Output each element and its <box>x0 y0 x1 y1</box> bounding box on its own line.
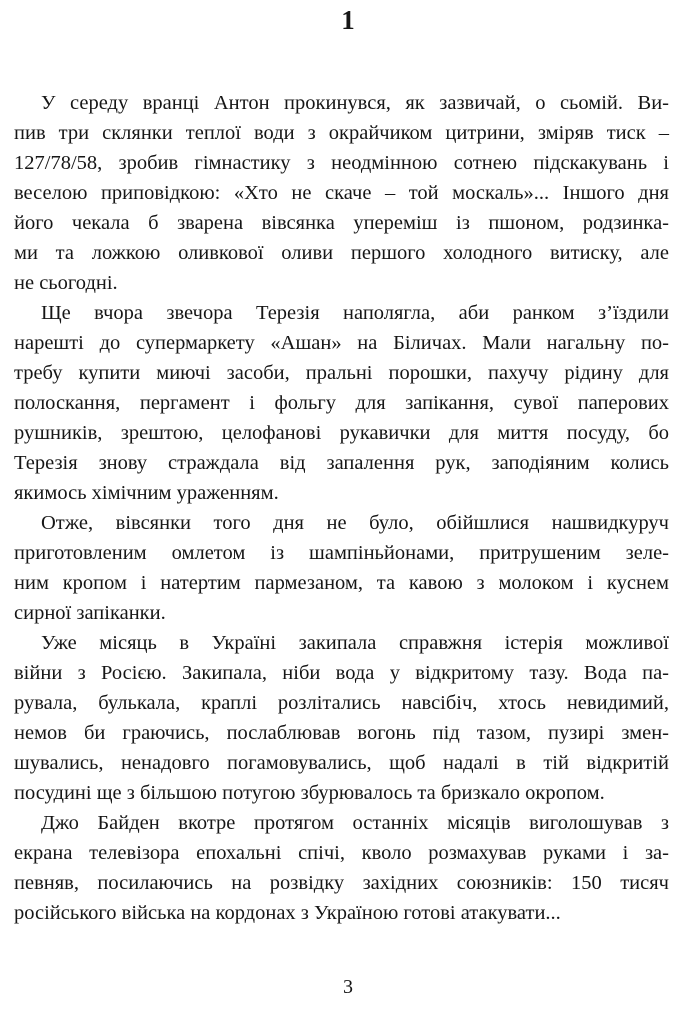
text-line: приготовленим омлетом із шампіньйонами, притрушеним зеле- <box>14 542 669 564</box>
text-line: 127/78/58, зробив гімнастику з неодмінною сотнею підскакувань і <box>14 152 669 174</box>
text-line: Терезія знову страждала від запалення рук, заподіяним колись <box>14 452 669 474</box>
text-line: рушників, зрештою, целофанові рукавички для миття посуду, бо <box>14 422 669 444</box>
text-line: не сьогодні. <box>14 272 118 294</box>
text-line: нарешті до супермаркету «Ашан» на Біличах. Мали нагальну по- <box>14 332 669 354</box>
text-line: певняв, посилаючись на розвідку західних союзників: 150 тисяч <box>14 872 669 894</box>
text-line: рувала, булькала, краплі розлітались навсібіч, хтось невидимий, <box>14 692 669 714</box>
paragraph <box>14 628 669 808</box>
text-line: Джо Байден вкотре протягом останніх місяців виголошував з <box>41 812 669 834</box>
text-line: російського війська на кордонах з Україною готові атакувати... <box>14 902 561 924</box>
paragraph <box>14 808 669 928</box>
text-line: ми та ложкою оливкової оливи першого холодного витиску, але <box>14 242 669 264</box>
text-line: У середу вранці Антон прокинувся, як зазвичай, о сьомій. Ви- <box>41 92 669 114</box>
text-line: ним кропом і натертим пармезаном, та кавою з молоком і куснем <box>14 572 669 594</box>
text-line: немов би граючись, послаблював вогонь під тазом, пузирі змен- <box>14 722 669 744</box>
text-line: війни з Росією. Закипала, ніби вода у відкритому тазу. Вода па- <box>14 662 669 684</box>
paragraph <box>14 508 669 628</box>
text-line: сирної запіканки. <box>14 602 166 624</box>
text-line: веселою приповідкою: «Хто не скаче – той москаль»... Іншого дня <box>14 182 669 204</box>
text-line: його чекала б зварена вівсянка упереміш із пшоном, родзинка- <box>14 212 669 234</box>
chapter-heading: 1 <box>341 5 355 35</box>
paragraph <box>14 88 669 298</box>
text-line: пив три склянки теплої води з окрайчиком цитрини, зміряв тиск – <box>14 122 669 144</box>
paragraph <box>14 298 669 508</box>
text-line: якимось хімічним ураженням. <box>14 482 279 504</box>
text-line: требу купити миючі засоби, пральні порошки, пахучу рідину для <box>14 362 669 384</box>
page-number: 3 <box>343 976 353 998</box>
text-line: екрана телевізора епохальні спічі, кволо розмахував руками і за- <box>14 842 669 864</box>
text-line: шувались, ненадовго погамовувались, щоб надалі в тій відкритій <box>14 752 669 774</box>
text-line: Отже, вівсянки того дня не було, обійшлися нашвидкуруч <box>41 512 669 534</box>
body-text <box>14 88 669 928</box>
text-line: Уже місяць в Україні закипала справжня істерія можливої <box>41 632 669 654</box>
text-line: посудині ще з більшою потугою збурювалось та бризкало окропом. <box>14 782 605 804</box>
text-line: полоскання, пергамент і фольгу для запікання, сувої паперових <box>14 392 669 414</box>
text-line: Ще вчора звечора Терезія наполягла, аби ранком з’їздили <box>41 302 669 324</box>
